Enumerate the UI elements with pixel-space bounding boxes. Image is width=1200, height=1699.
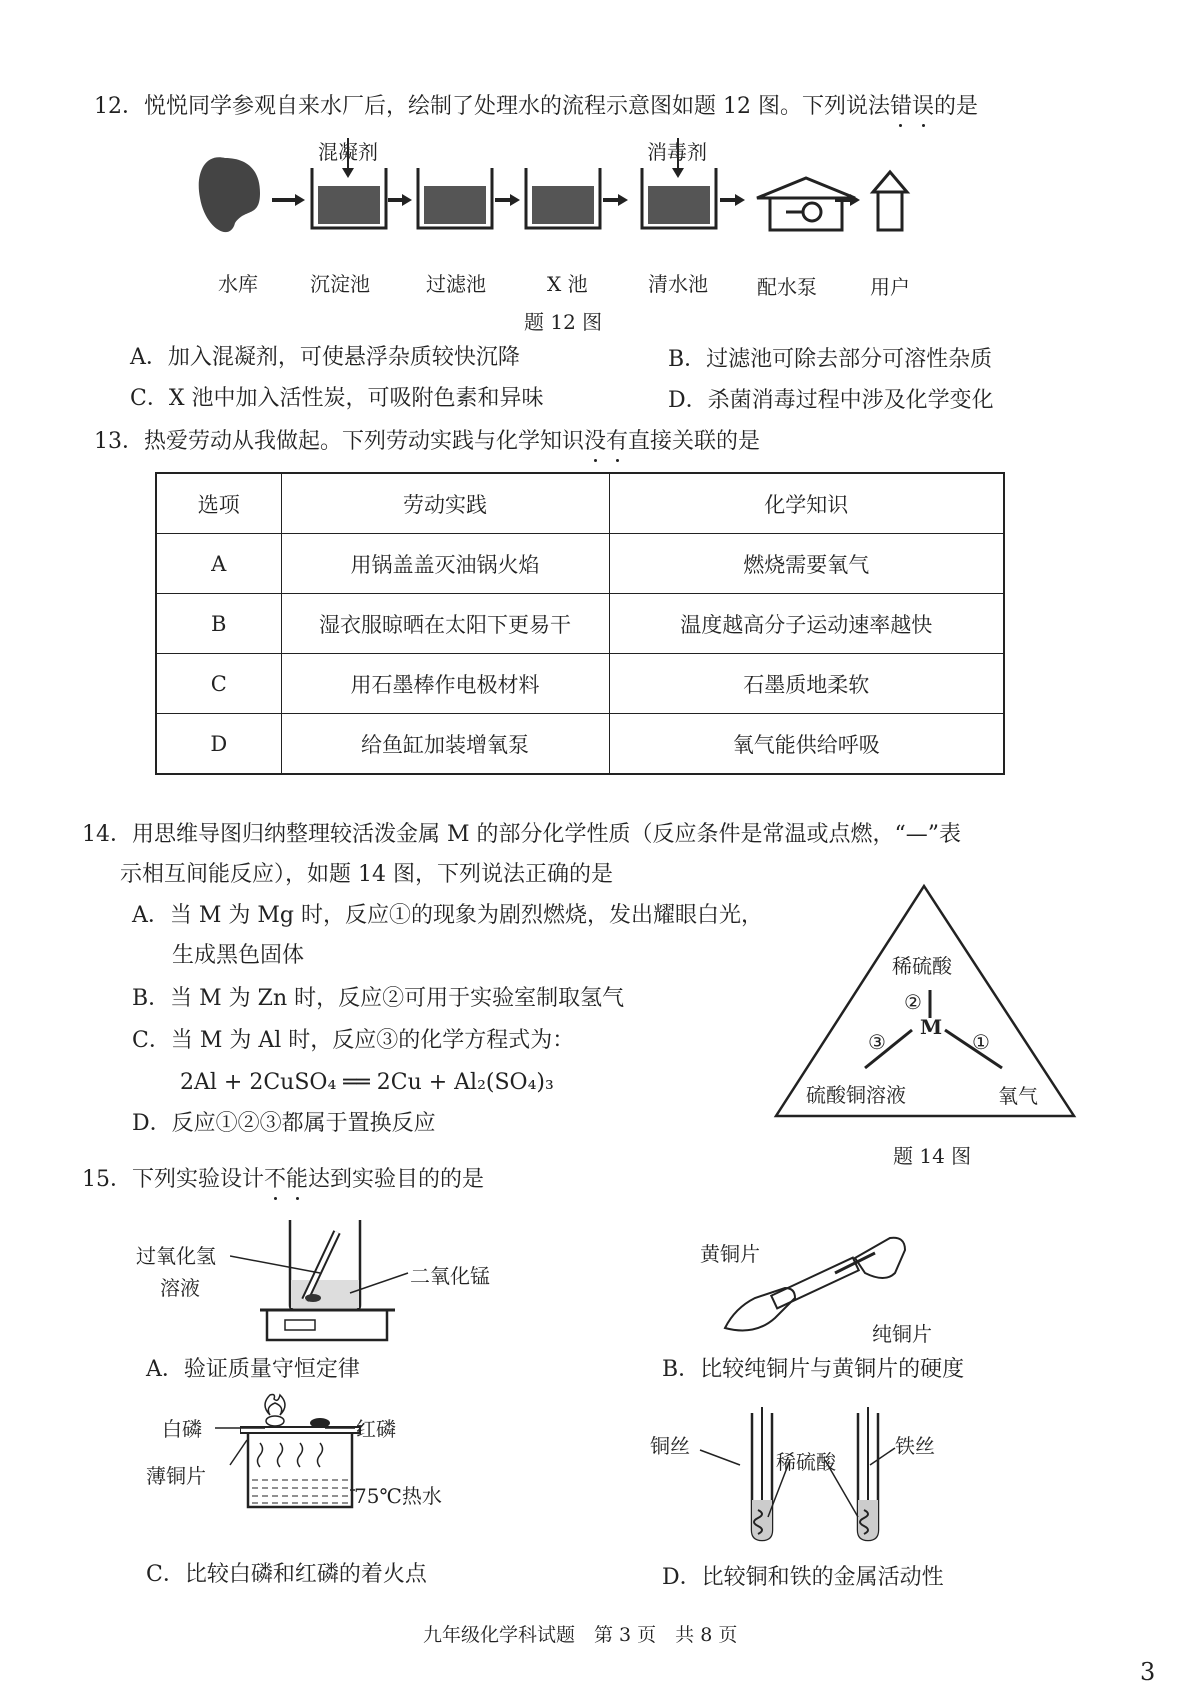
figure-caption: 题 14 图 [893, 1144, 972, 1168]
table-row [156, 594, 1004, 654]
q14-stem-line2: 示相互间能反应），如题 14 图，下列说法正确的是 [120, 862, 613, 887]
table-cell: A [156, 534, 281, 594]
table-header: 化学知识 [609, 473, 1004, 534]
table-header: 选项 [156, 473, 281, 534]
copper-wire-label: 铜丝 [650, 1434, 690, 1458]
manganese-dioxide-label: 二氧化锰 [410, 1264, 490, 1288]
dilute-sulfuric-acid-label: 稀硫酸 [892, 954, 952, 978]
reaction-2-label: ② [904, 990, 922, 1014]
solution-label: 溶液 [160, 1276, 200, 1300]
disinfectant-label: 消毒剂 [647, 140, 707, 164]
table-cell: 用石墨棒作电极材料 [281, 654, 609, 714]
thin-copper-sheet-label: 薄铜片 [146, 1464, 206, 1488]
table-cell: C [156, 654, 281, 714]
q14-option-a: A．当 M 为 Mg 时，反应①的现象为剧烈燃烧，发出耀眼白光， [132, 903, 763, 928]
pure-copper-sheet-label: 纯铜片 [872, 1322, 932, 1346]
q14-option-d: D．反应①②③都属于置换反应 [132, 1111, 436, 1136]
q12-option-c: C．X 池中加入活性炭，可吸附色素和异味 [130, 386, 544, 411]
pump-house [757, 178, 855, 230]
page-number: 3 [1140, 1658, 1156, 1686]
label-leaders-c [205, 1420, 365, 1500]
stage-label: 过滤池 [426, 272, 486, 296]
q14-stem-line1: 14．用思维导图归纳整理较活泼金属 M 的部分化学性质（反应条件是常温或点燃，“—”表 [82, 822, 962, 847]
knowledge-table [155, 472, 1005, 775]
q14-option-a-cont: 生成黑色固体 [172, 943, 305, 968]
q12-option-d: D．杀菌消毒过程中涉及化学变化 [668, 388, 994, 413]
hot-water-label: 75℃热水 [354, 1484, 442, 1508]
table-cell: 湿衣服晾晒在太阳下更易干 [281, 594, 609, 654]
brass-sheet-label: 黄铜片 [700, 1242, 760, 1266]
table-header-row [156, 473, 1004, 534]
q13-stem: 13．热爱劳动从我做起。下列劳动实践与化学知识没有直接关联的是 [94, 427, 760, 457]
figure-caption: 题 12 图 [524, 310, 603, 334]
filtration-tank [418, 168, 492, 228]
stage-label: 沉淀池 [310, 272, 370, 296]
q12-option-a: A．加入混凝剂，可使悬浮杂质较快沉降 [130, 345, 520, 370]
reaction-3-label: ③ [868, 1030, 886, 1054]
stage-label: 配水泵 [757, 275, 817, 299]
table-row [156, 714, 1004, 775]
q15-caption-c: C．比较白磷和红磷的着火点 [146, 1562, 427, 1587]
q15-caption-b: B．比较纯铜片与黄铜片的硬度 [662, 1357, 965, 1382]
table-header: 劳动实践 [281, 473, 609, 534]
stage-label: 清水池 [648, 272, 708, 296]
table-cell: 用锅盖盖灭油锅火焰 [281, 534, 609, 594]
q14-equation: 2Al + 2CuSO₄ ══ 2Cu + Al₂(SO₄)₃ [180, 1070, 554, 1095]
q15-stem: 15．下列实验设计不能达到实验目的的是 [82, 1165, 484, 1195]
label-leaders-d [690, 1440, 930, 1480]
copper-sulfate-label: 硫酸铜溶液 [806, 1083, 906, 1107]
q12-option-b: B．过滤池可除去部分可溶性杂质 [668, 347, 993, 372]
stage-label: X 池 [547, 272, 588, 296]
iron-wire-label: 铁丝 [895, 1434, 935, 1458]
table-cell: B [156, 594, 281, 654]
table-cell: 石墨质地柔软 [609, 654, 1004, 714]
coagulant-label: 混凝剂 [318, 140, 378, 164]
white-phosphorus-label: 白磷 [162, 1417, 202, 1441]
x-tank [526, 168, 600, 228]
q14-option-c: C．当 M 为 Al 时，反应③的化学方程式为： [132, 1028, 575, 1053]
table-row [156, 534, 1004, 594]
table-cell: D [156, 714, 281, 775]
page-footer: 九年级化学科试题 第 3 页 共 8 页 [423, 1624, 738, 1646]
q15-caption-d: D．比较铜和铁的金属活动性 [662, 1565, 944, 1590]
q12-stem: 12．悦悦同学参观自来水厂后，绘制了处理水的流程示意图如题 12 图。下列说法错误的是 [94, 92, 978, 122]
oxygen-label: 氧气 [998, 1084, 1038, 1108]
dilute-sulfuric-acid-label: 稀硫酸 [776, 1450, 836, 1474]
table-cell: 给鱼缸加装增氧泵 [281, 714, 609, 775]
user-house [873, 172, 907, 230]
table-cell: 温度越高分子运动速率越快 [609, 594, 1004, 654]
hydrogen-peroxide-label: 过氧化氢 [136, 1244, 216, 1268]
reservoir-shape [199, 157, 260, 232]
q15-caption-a: A．验证质量守恒定律 [146, 1357, 360, 1382]
reaction-1-label: ① [972, 1030, 990, 1054]
table-cell: 燃烧需要氧气 [609, 534, 1004, 594]
table-cell: 氧气能供给呼吸 [609, 714, 1004, 775]
stage-label: 用户 [870, 275, 910, 299]
red-phosphorus-label: 红磷 [356, 1417, 396, 1441]
stage-label: 水库 [218, 272, 258, 296]
q14-option-b: B．当 M 为 Zn 时，反应②可用于实验室制取氢气 [132, 986, 625, 1011]
metal-m-label: M [920, 1015, 943, 1039]
label-leaders-a [230, 1248, 430, 1308]
table-row [156, 654, 1004, 714]
